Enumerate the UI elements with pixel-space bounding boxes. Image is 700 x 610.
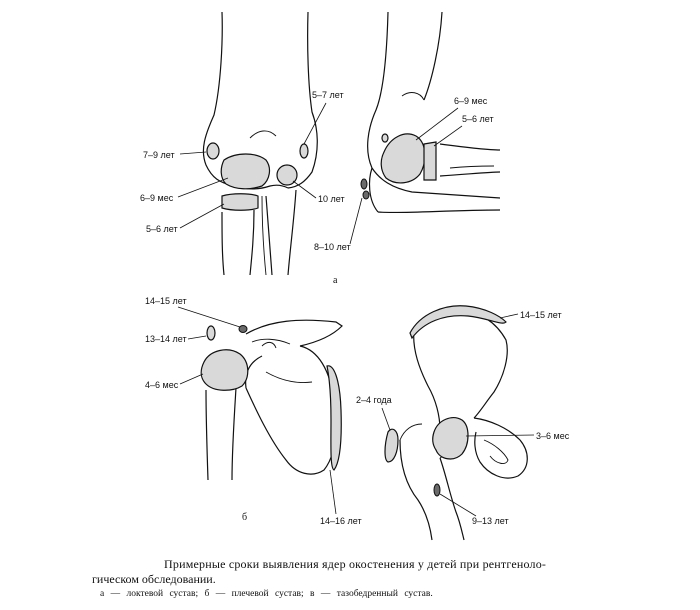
label-5-7: 5–7 лет	[312, 90, 344, 100]
label-shoulder-14-15: 14–15 лет	[145, 296, 187, 306]
label-hip-14-15: 14–15 лет	[520, 310, 562, 320]
label-6-9-side: 6–9 мес	[454, 96, 488, 106]
scapula-margin-nucleus	[327, 366, 341, 470]
olecranon-nucleus-1	[361, 179, 367, 189]
hip-diagram	[385, 306, 527, 540]
capitulum-nucleus	[221, 154, 269, 189]
caption-line-1: Примерные сроки выявления ядер окостенения у детей при рентгеноло-	[164, 557, 547, 571]
hip-labels	[356, 310, 570, 526]
greater-trochanter-nucleus	[385, 429, 398, 462]
label-8-10: 8–10 лет	[314, 242, 351, 252]
label-hip-2-4: 2–4 года	[356, 395, 392, 405]
femoral-head-nucleus	[433, 418, 468, 459]
figure-legend: а — локтевой сустав; б — плечевой сустав; в — тазобедренный сустав.	[100, 589, 433, 599]
shoulder-diagram	[201, 320, 342, 480]
olecranon-nucleus-2	[363, 191, 369, 199]
radial-head-nucleus	[222, 194, 258, 211]
label-shoulder-4-6: 4–6 мес	[145, 380, 179, 390]
label-7-9: 7–9 лет	[143, 150, 175, 160]
figure-caption	[92, 557, 612, 587]
elbow-front-view	[203, 12, 317, 275]
panel-b-label: б	[242, 512, 248, 523]
label-5-6-front: 5–6 лет	[146, 224, 178, 234]
acromion-nucleus	[239, 326, 247, 333]
label-hip-3-6: 3–6 мес	[536, 431, 570, 441]
label-10: 10 лет	[318, 194, 345, 204]
label-6-9-front: 6–9 мес	[140, 193, 174, 203]
side-radial-head-nucleus	[424, 142, 436, 180]
humeral-head-nucleus	[201, 350, 248, 390]
medial-epicondyle-nucleus	[207, 143, 219, 159]
label-shoulder-14-16: 14–16 лет	[320, 516, 362, 526]
caption-line-2: гическом обследовании.	[92, 572, 216, 586]
label-hip-9-13: 9–13 лет	[472, 516, 509, 526]
lateral-epicondyle-nucleus	[300, 144, 308, 158]
label-5-6-side: 5–6 лет	[462, 114, 494, 124]
lesser-trochanter-nucleus	[434, 484, 440, 496]
label-shoulder-13-14: 13–14 лет	[145, 334, 187, 344]
greater-tubercle-nucleus	[207, 326, 215, 340]
elbow-side-view	[361, 12, 500, 213]
panel-a-label: а	[333, 275, 338, 286]
